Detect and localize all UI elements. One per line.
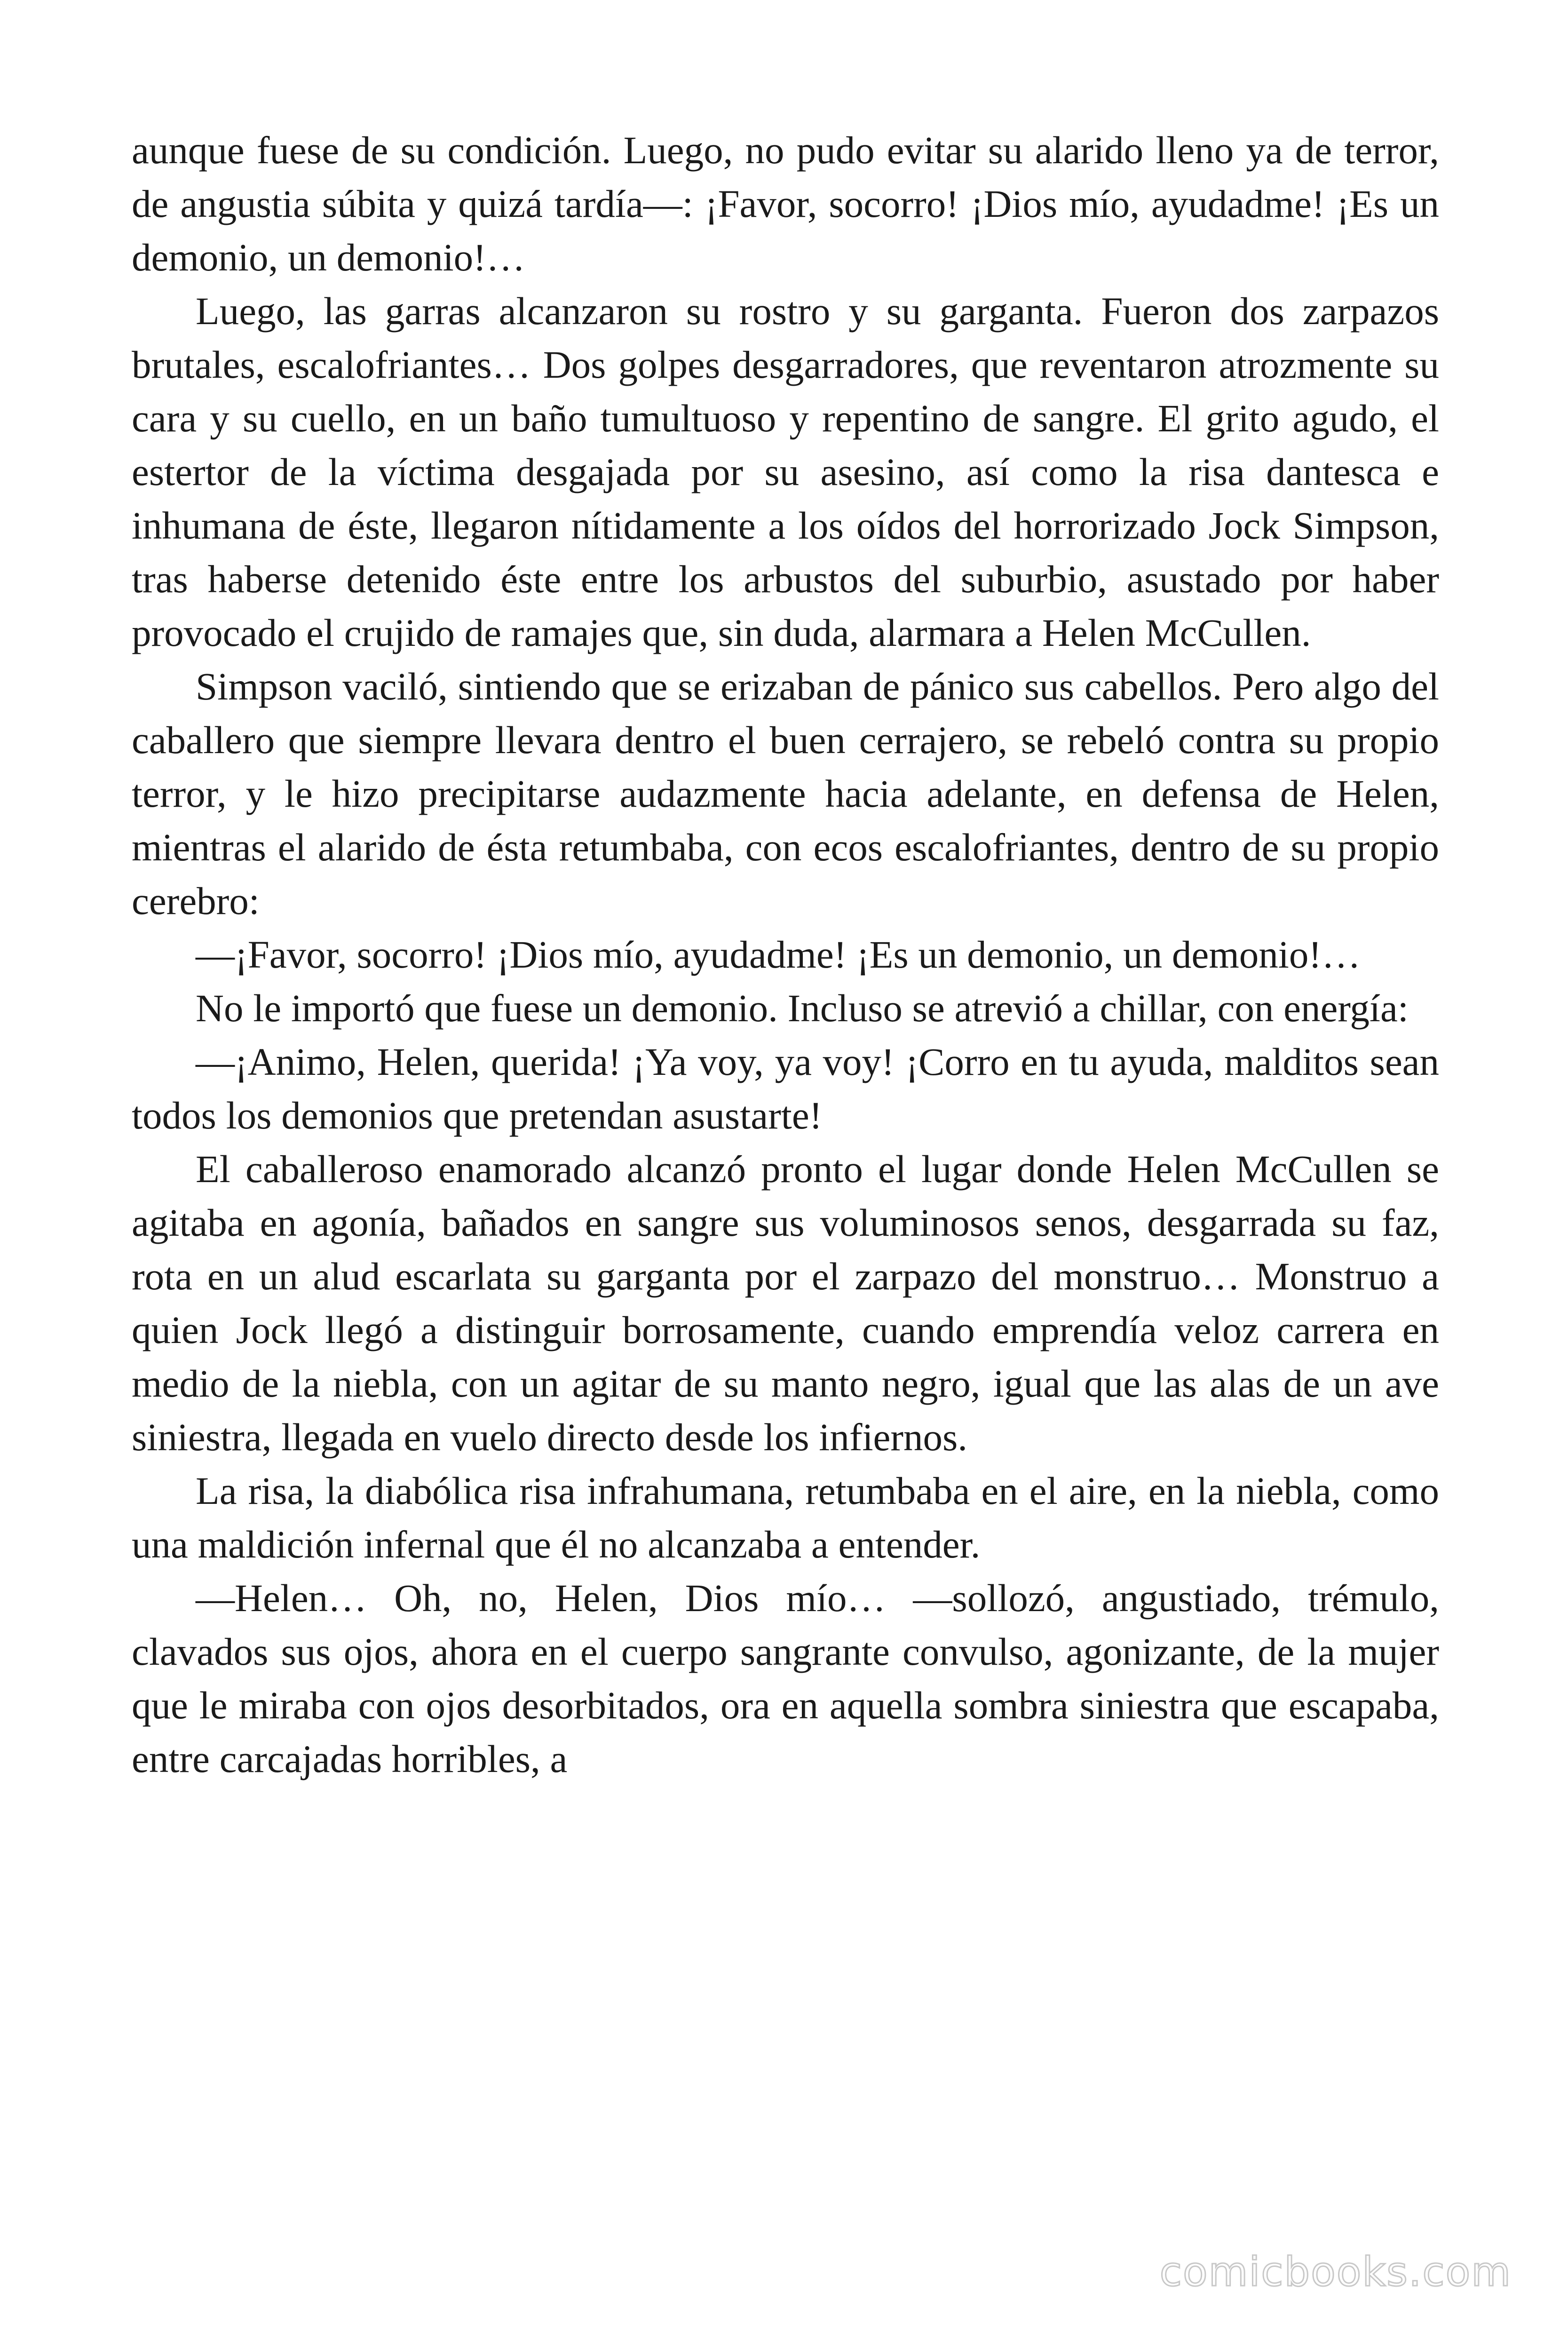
page-body — [132, 123, 1439, 1786]
paragraph-6: —¡Animo, Helen, querida! ¡Ya voy, ya voy! ¡Corro en tu ayuda, malditos sean todos los demonios que pretendan asustarte! — [132, 1040, 1439, 1137]
paragraph-1: aunque fuese de su condición. Luego, no pudo evitar su alarido lleno ya de terror, de angustia súbita y quizá tardía—: ¡Favor, socorro! ¡Dios mío, ayudadme! ¡Es un demonio, un demonio!… — [132, 128, 1439, 279]
paragraph-7: El caballeroso enamorado alcanzó pronto el lugar donde Helen McCullen se agitaba en agonía, bañados en sangre sus voluminosos senos, desgarrada su faz, rota en un alud escarlata su garganta por el zarpazo del monstruo… Monstruo a quien Jock llegó a distinguir borrosamente, cuando emprendía veloz carrera en medio de la niebla, con un agitar de su manto negro, igual que las alas de un ave siniestra, llegada en vuelo directo desde los infiernos. — [132, 1147, 1439, 1459]
paragraph-4: —¡Favor, socorro! ¡Dios mío, ayudadme! ¡Es un demonio, un demonio!… — [196, 933, 1361, 976]
paragraph-2: Luego, las garras alcanzaron su rostro y su garganta. Fueron dos zarpazos brutales, escalofriantes… Dos golpes desgarradores, que reventaron atrozmente su cara y su cuello, en un baño tumultuoso y repentino de sangre. El grito agudo, el estertor de la víctima desgajada por su asesino, así como la risa dantesca e inhumana de éste, llegaron nítidamente a los oídos del horrorizado Jock Simpson, tras haberse detenido éste entre los arbustos del suburbio, asustado por haber provocado el crujido de ramajes que, sin duda, alarmara a Helen McCullen. — [132, 289, 1439, 654]
paragraph-5: No le importó que fuese un demonio. Incluso se atrevió a chillar, con energía: — [196, 986, 1409, 1030]
watermark: comicbooks.com — [1159, 2249, 1512, 2296]
paragraph-9: —Helen… Oh, no, Helen, Dios mío… —sollozó, angustiado, trémulo, clavados sus ojos, ahora en el cuerpo sangrante convulso, agonizante, de la mujer que le miraba con ojos desorbitados, ora en aquella sombra siniestra que escapaba, entre carcajadas horribles, a — [132, 1576, 1439, 1780]
paragraph-8: La risa, la diabólica risa infrahumana, retumbaba en el aire, en la niebla, como una maldición infernal que él no alcanzaba a entender. — [132, 1469, 1439, 1566]
paragraph-3: Simpson vaciló, sintiendo que se erizaban de pánico sus cabellos. Pero algo del caballero que siempre llevara dentro el buen cerrajero, se rebeló contra su propio terror, y le hizo precipitarse audazmente hacia adelante, en defensa de Helen, mientras el alarido de ésta retumbaba, con ecos escalofriantes, dentro de su propio cerebro: — [132, 665, 1439, 922]
